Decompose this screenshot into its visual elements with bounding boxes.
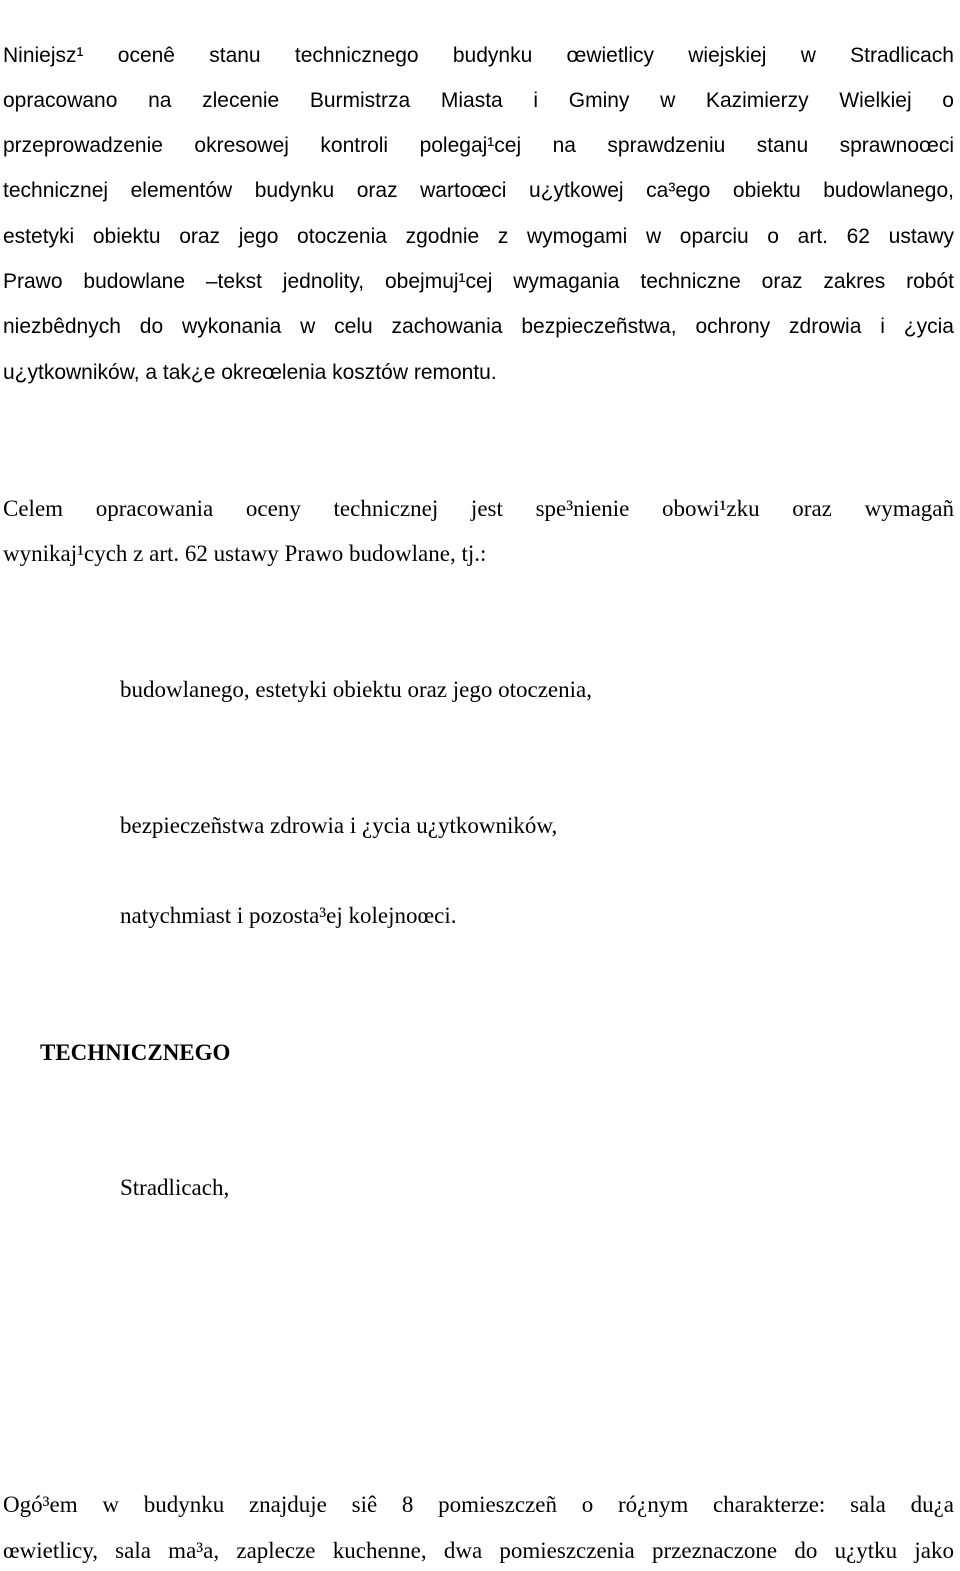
section-2-bullet-continuation: bezpieczeñstwa zdrowia i ¿ycia u¿ytkowników, [120,813,558,838]
section-1-line: opracowano na zlecenie Burmistrza Miasta i Gminy w Kazimierzy Wielkiej o [3,89,954,112]
section-1-line: estetyki obiektu oraz jego otoczenia zgodnie z wymogami w oparciu o art. 62 ustawy [3,225,954,248]
section-2-intro-line: wynikaj¹cych z art. 62 ustawy Prawo budowlane, tj.: [3,541,487,566]
section-1-line: przeprowadzenie okresowej kontroli polegaj¹cej na sprawdzeniu stanu sprawnoœci [3,134,954,157]
section-4-line: Ogó³em w budynku znajduje siê 8 pomieszczeñ o ró¿nym charakterze: sala du¿a [3,1492,954,1517]
section-1-line: Prawo budowlane –tekst jednolity, obejmuj¹cej wymagania techniczne oraz zakres robót [3,270,954,293]
section-2-bullet-continuation: natychmiast i pozosta³ej kolejnoœci. [120,903,457,928]
section-1-line: technicznej elementów budynku oraz wartoœci u¿ytkowej ca³ego obiektu budowlanego, [3,179,954,202]
section-4-line: œwietlicy, sala ma³a, zaplecze kuchenne, dwa pomieszczenia przeznaczone do u¿ytku jako [3,1538,954,1563]
section-3-title-continuation: TECHNICZNEGO [40,1040,231,1065]
section-3-bullet-continuation: Stradlicach, [120,1175,230,1200]
section-2-intro-line: Celem opracowania oceny technicznej jest spe³nienie obowi¹zku oraz wymagañ [3,496,954,521]
section-1-line: Niniejsz¹ ocenê stanu technicznego budynku œwietlicy wiejskiej w Stradlicach [3,44,954,67]
section-2-bullet-continuation: budowlanego, estetyki obiektu oraz jego otoczenia, [120,677,592,702]
section-1-line: niezbêdnych do wykonania w celu zachowania bezpieczeñstwa, ochrony zdrowia i ¿ycia [3,315,954,338]
section-1-line: u¿ytkowników, a tak¿e okreœlenia kosztów remontu. [3,361,497,384]
